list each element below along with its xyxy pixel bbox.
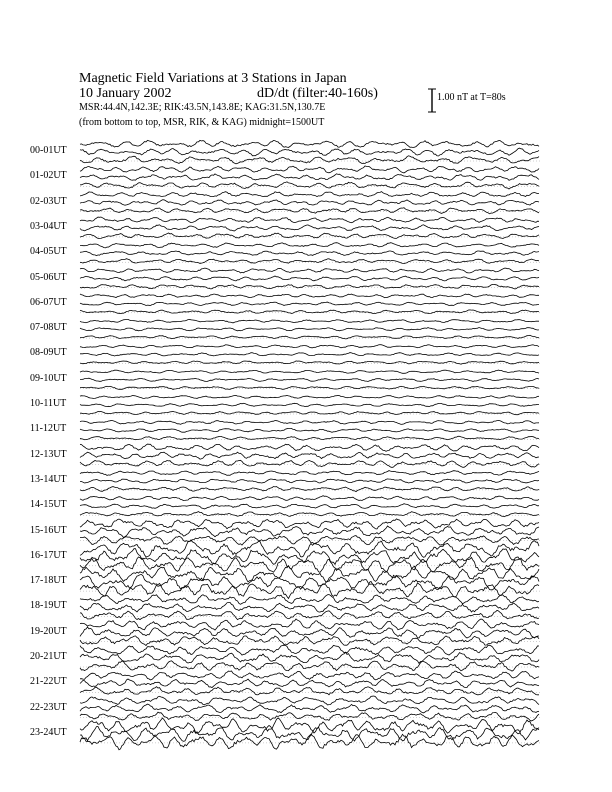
row-label: 03-04UT <box>30 220 67 232</box>
trace-rik <box>80 575 539 590</box>
row-label: 08-09UT <box>30 347 67 359</box>
row-label: 01-02UT <box>30 170 67 182</box>
trace-rik <box>80 479 539 483</box>
trace-msr <box>80 233 539 239</box>
trace-rik <box>80 526 539 538</box>
trace-rik <box>80 251 539 256</box>
trace-rik <box>80 627 539 638</box>
trace-rik <box>80 452 539 459</box>
trace-kag <box>80 243 539 248</box>
trace-kag <box>80 166 539 173</box>
trace-kag <box>80 718 539 734</box>
row-label: 22-23UT <box>30 701 67 713</box>
row-label: 14-15UT <box>30 499 67 511</box>
trace-rik <box>80 652 539 663</box>
trace-msr <box>80 335 539 339</box>
trace-area <box>80 140 540 750</box>
trace-rik <box>80 200 539 205</box>
trace-msr <box>80 310 539 314</box>
trace-msr <box>80 661 539 671</box>
trace-rik <box>80 704 539 713</box>
trace-rik <box>80 378 539 381</box>
trace-msr <box>80 487 539 492</box>
trace-msr <box>80 156 539 164</box>
trace-msr <box>80 610 539 619</box>
trace-msr <box>80 687 539 695</box>
station-coordinates: MSR:44.4N,142.3E; RIK:43.5N,143.8E; KAG:31.5N,130.7E <box>79 102 326 113</box>
trace-kag <box>80 268 539 273</box>
trace-rik <box>80 353 539 356</box>
trace-msr <box>80 712 539 721</box>
trace-kag <box>80 444 539 451</box>
trace-rik <box>80 174 539 181</box>
trace-kag <box>80 370 539 373</box>
trace-msr <box>80 259 539 264</box>
trace-rik <box>80 504 539 509</box>
chart-date: 10 January 2002 <box>79 86 172 101</box>
trace-kag <box>80 217 539 223</box>
row-label: 20-21UT <box>30 651 67 662</box>
scale-label: 1.00 nT at T=80s <box>437 92 506 103</box>
trace-rik <box>80 602 539 612</box>
trace-rik <box>80 225 539 231</box>
row-label: 23-24UT <box>30 726 67 738</box>
trace-msr <box>80 636 539 646</box>
trace-msr <box>80 386 539 389</box>
trace-kag <box>80 595 539 605</box>
row-label: 15-16UT <box>30 524 67 536</box>
trace-msr <box>80 208 539 214</box>
trace-kag <box>80 319 539 323</box>
trace-kag <box>80 540 539 557</box>
row-label: 05-06UT <box>30 271 67 283</box>
chart-component: dD/dt (filter:40-160s) <box>257 86 378 101</box>
trace-kag <box>80 294 539 298</box>
trace-msr <box>80 284 539 289</box>
trace-msr <box>80 581 539 598</box>
trace-rik <box>80 148 539 156</box>
trace-rik <box>80 428 539 432</box>
row-label: 16-17UT <box>30 549 67 561</box>
trace-rik <box>80 302 539 305</box>
trace-kag <box>80 619 539 630</box>
trace-rik <box>80 276 539 281</box>
row-label: 17-18UT <box>30 575 67 587</box>
trace-kag <box>80 395 539 398</box>
scale-bar <box>428 89 436 112</box>
row-label: 07-08UT <box>30 322 67 334</box>
row-label: 00-01UT <box>30 145 67 156</box>
row-label: 02-03UT <box>30 195 67 207</box>
trace-msr <box>80 361 539 364</box>
trace-msr <box>80 411 539 414</box>
trace-kag <box>80 192 539 197</box>
row-label: 19-20UT <box>30 625 67 637</box>
trace-rik <box>80 679 539 688</box>
trace-msr <box>80 460 539 467</box>
row-label: 21-22UT <box>30 676 67 688</box>
trace-kag <box>80 645 539 655</box>
trace-kag <box>80 671 539 680</box>
trace-kag <box>80 345 539 348</box>
trace-rik <box>80 403 539 406</box>
trace-kag <box>80 696 539 705</box>
row-label: 18-19UT <box>30 600 67 612</box>
trace-rik <box>80 328 539 331</box>
trace-kag <box>80 471 539 476</box>
trace-msr <box>80 512 539 517</box>
trace-kag <box>80 420 539 424</box>
trace-kag <box>80 519 539 529</box>
trace-msr <box>80 436 539 440</box>
trace-msr <box>80 557 539 572</box>
row-label: 10-11UT <box>30 398 67 409</box>
row-label: 11-12UT <box>30 423 67 435</box>
row-label: 12-13UT <box>30 448 67 460</box>
trace-kag <box>80 496 539 501</box>
row-label: 06-07UT <box>30 296 67 308</box>
trace-msr <box>80 182 539 189</box>
row-label: 09-10UT <box>30 372 67 384</box>
row-label: 04-05UT <box>30 246 67 258</box>
station-order-note: (from bottom to top, MSR, RIK, & KAG) midnight=1500UT <box>79 117 325 128</box>
chart-title: Magnetic Field Variations at 3 Stations in Japan <box>79 71 347 86</box>
row-label: 13-14UT <box>30 473 67 485</box>
trace-kag <box>80 140 539 147</box>
